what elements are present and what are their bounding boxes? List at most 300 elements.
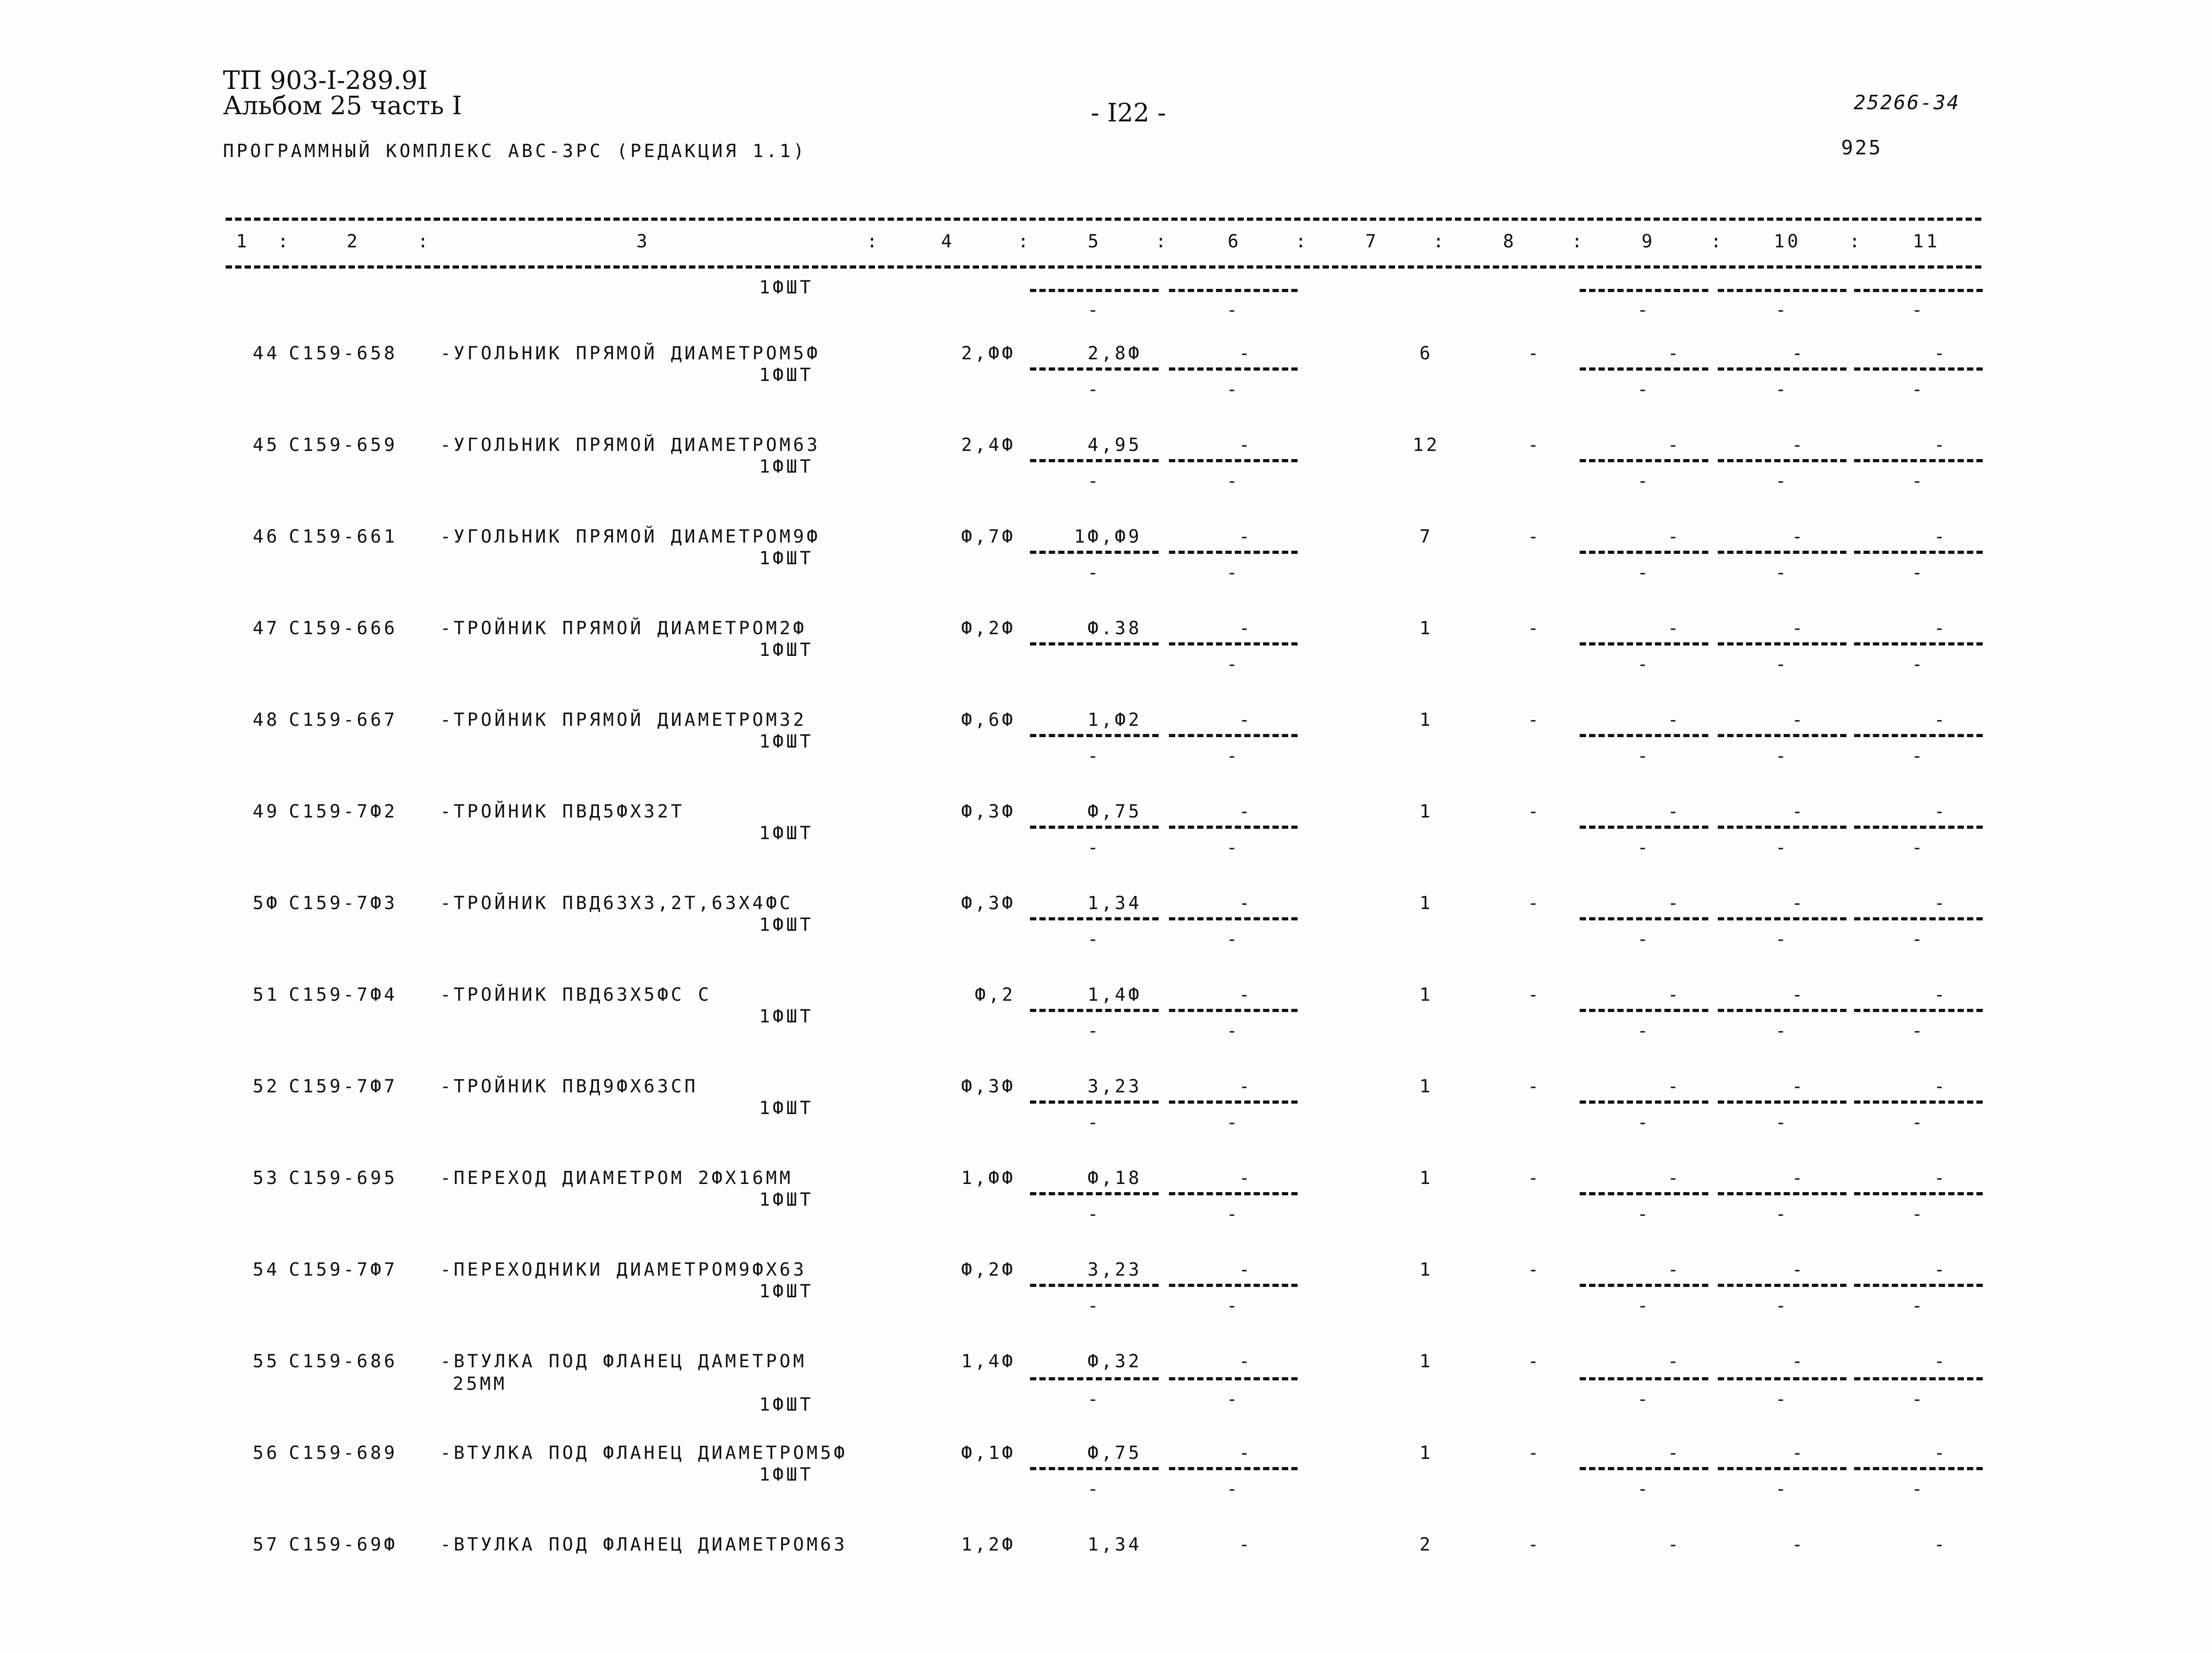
row-code: С159-7Ф7 [289,1259,398,1280]
row-code: С159-7Ф4 [289,984,398,1005]
c7-value: 1 [1419,1168,1433,1189]
row-number: 49 [252,801,280,822]
sub-rule [1580,917,1708,920]
c9-value: - [1667,1259,1682,1280]
c7-value: 1 [1419,1443,1433,1463]
sub-rule [1854,551,1983,554]
column-number: 10 [1773,231,1801,252]
sub-rule [1718,289,1846,292]
c10-value: - [1791,984,1806,1005]
sub-rule [1580,1100,1708,1104]
sub-rule [1030,1284,1159,1287]
c11-value: - [1934,1351,1948,1372]
c9-value: - [1667,893,1682,914]
row-unit: 1ФШТ [759,640,814,660]
sub-rule [1030,1100,1159,1104]
c9-value: - [1667,801,1682,822]
sub-rule [1854,917,1983,920]
row-code: С159-659 [289,435,398,455]
c11-value: - [1934,526,1948,547]
c9-value: - [1667,1168,1682,1189]
row-number: 57 [252,1534,280,1555]
sub-value: - [1087,746,1101,766]
sub-rule [1580,642,1708,645]
c8-value: - [1527,710,1542,730]
sub-rule [1718,551,1846,554]
c10-value: - [1791,435,1806,455]
row-name: -ТРОЙНИК ПВД9ФХ63СП [440,1076,698,1097]
c11-value: - [1934,1076,1948,1097]
row-code: С159-689 [289,1443,398,1463]
sub-rule [1718,734,1846,737]
sub-rule [1718,459,1846,462]
sub-value: - [1087,929,1101,950]
col4-value: Ф,6Ф [961,710,1016,730]
c8-value: - [1527,801,1542,822]
sub-rule [1718,826,1846,829]
sub-rule [1030,1192,1159,1195]
sub-value: - [1087,471,1101,492]
row-code: С159-686 [289,1351,398,1372]
row-name-cont: 25ММ [453,1374,507,1394]
sub-value: - [1087,1112,1101,1133]
sub-rule [1030,289,1159,292]
sub-value: - [1775,746,1789,766]
sub-rule [1718,1009,1846,1012]
col4-value: 1,4Ф [961,1351,1016,1372]
c8-value: - [1527,893,1542,914]
sub-value: - [1226,1389,1240,1410]
c10-value: - [1791,526,1806,547]
sub-rule [1030,734,1159,737]
c7-value: 1 [1419,1351,1433,1372]
sub-rule [1030,917,1159,920]
column-number: 8 [1502,231,1517,252]
sub-value: - [1911,1479,1925,1500]
c8-value: - [1527,984,1542,1005]
sub-rule [1580,734,1708,737]
col5-value: Ф.38 [1087,618,1142,639]
row-name: -УГОЛЬНИК ПРЯМОЙ ДИАМЕТРОМ9Ф [440,526,821,547]
sub-value: - [1087,379,1101,400]
col4-value: Ф,3Ф [961,893,1016,914]
sub-value: - [1637,1295,1651,1316]
c8-value: - [1527,343,1542,364]
c6-value: - [1238,710,1253,730]
sub-rule [1580,367,1708,371]
sub-value: - [1775,837,1789,858]
col5-value: 1Ф,Ф9 [1074,526,1142,547]
c10-value: - [1791,1076,1806,1097]
column-number: 11 [1912,231,1940,252]
row-code: С159-69Ф [289,1534,398,1555]
sub-value: - [1637,1479,1651,1500]
c9-value: - [1667,1534,1682,1555]
c10-value: - [1791,1534,1806,1555]
sub-rule [1718,917,1846,920]
c9-value: - [1667,526,1682,547]
sub-value: - [1226,837,1240,858]
sub-rule [1169,1009,1298,1012]
page-number: - I22 - [1090,98,1166,128]
col4-value: Ф,3Ф [961,1076,1016,1097]
sub-value: - [1775,300,1789,320]
c6-value: - [1238,893,1253,914]
row-name: -ТРОЙНИК ПРЯМОЙ ДИАМЕТРОМ32 [440,710,807,730]
sub-value: - [1911,746,1925,766]
album-label: Альбом 25 часть I [223,91,462,121]
row-unit: 1ФШТ [759,1464,814,1485]
row-name: -ВТУЛКА ПОД ФЛАНЕЦ ДИАМЕТРОМ63 [440,1534,848,1555]
row-code: С159-695 [289,1168,398,1189]
sub-value: - [1775,379,1789,400]
col4-value: 1,2Ф [961,1534,1016,1555]
column-separator: : [1710,231,1725,252]
c8-value: - [1527,1259,1542,1280]
c11-value: - [1934,710,1948,730]
row-code: С159-661 [289,526,398,547]
column-separator: : [1017,231,1032,252]
sub-rule [1718,367,1846,371]
row-unit: 1ФШТ [759,456,814,477]
col4-value: Ф,2Ф [961,618,1016,639]
sub-rule [1854,1284,1983,1287]
c6-value: - [1238,526,1253,547]
c7-value: 12 [1412,435,1440,455]
c11-value: - [1934,1259,1948,1280]
sub-value: - [1775,1021,1789,1041]
sub-value: - [1775,1479,1789,1500]
row-number: 55 [252,1351,280,1372]
sub-rule [1580,1377,1708,1380]
row-unit: 1ФШТ [759,823,814,844]
c10-value: - [1791,801,1806,822]
sub-rule [1580,1284,1708,1287]
row-name: -ТРОЙНИК ПВД63Х5ФС С [440,984,712,1005]
col5-value: 4,95 [1087,435,1142,455]
c9-value: - [1667,343,1682,364]
c11-value: - [1934,435,1948,455]
c6-value: - [1238,618,1253,639]
sub-rule [1169,1377,1298,1380]
c7-value: 1 [1419,1259,1433,1280]
c6-value: - [1238,343,1253,364]
sub-value: - [1226,562,1240,583]
c11-value: - [1934,618,1948,639]
sub-value: - [1226,1112,1240,1133]
row-name: -ПЕРЕХОД ДИАМЕТРОМ 2ФХ16ММ [440,1168,793,1189]
sub-value: - [1637,300,1651,320]
sub-rule [1718,1284,1846,1287]
sub-rule [1169,642,1298,645]
sub-value: - [1911,837,1925,858]
sub-value: - [1087,837,1101,858]
row-name: -УГОЛЬНИК ПРЯМОЙ ДИАМЕТРОМ5Ф [440,343,821,364]
sub-value: - [1087,1021,1101,1041]
table-header-rule [226,265,1981,269]
row-number: 51 [252,984,280,1005]
sub-value: - [1087,1204,1101,1225]
row-number: 47 [252,618,280,639]
column-number: 9 [1641,231,1656,252]
row-unit: 1ФШТ [759,1006,814,1027]
c9-value: - [1667,710,1682,730]
column-separator: : [277,231,292,252]
sub-value: - [1226,471,1240,492]
sub-value: - [1087,300,1101,320]
c8-value: - [1527,526,1542,547]
row-code: С159-7Ф2 [289,801,398,822]
sub-value: - [1911,1389,1925,1410]
sub-rule [1030,459,1159,462]
row-code: С159-666 [289,618,398,639]
row-unit: 1ФШТ [759,365,814,385]
col4-value: 2,ФФ [961,343,1016,364]
sub-rule [1169,551,1298,554]
sub-value: - [1087,1389,1101,1410]
sub-value: - [1637,746,1651,766]
sub-rule [1580,551,1708,554]
col5-value: Ф,32 [1087,1351,1142,1372]
table-top-rule [226,218,1981,221]
col5-value: 1,34 [1087,1534,1142,1555]
col5-value: 2,8Ф [1087,343,1142,364]
sub-value: - [1637,1204,1651,1225]
sub-rule [1580,1009,1708,1012]
c7-value: 1 [1419,710,1433,730]
sub-rule [1854,642,1983,645]
sub-value: - [1226,746,1240,766]
sub-value: - [1637,1112,1651,1133]
c8-value: - [1527,1443,1542,1463]
column-separator: : [417,231,431,252]
c9-value: - [1667,1076,1682,1097]
sub-rule [1854,1100,1983,1104]
sub-rule [1580,826,1708,829]
col5-value: Ф,75 [1087,801,1142,822]
c10-value: - [1791,1259,1806,1280]
sub-value: - [1775,1204,1789,1225]
sub-rule [1169,1467,1298,1470]
c11-value: - [1934,1443,1948,1463]
sub-value: - [1911,471,1925,492]
c6-value: - [1238,435,1253,455]
sub-rule [1030,1377,1159,1380]
row-number: 54 [252,1259,280,1280]
c10-value: - [1791,343,1806,364]
c7-value: 2 [1419,1534,1433,1555]
sub-value: - [1775,654,1789,675]
c10-value: - [1791,710,1806,730]
col5-value: 3,23 [1087,1076,1142,1097]
c6-value: - [1238,984,1253,1005]
c11-value: - [1934,1168,1948,1189]
c10-value: - [1791,893,1806,914]
col5-value: Ф,75 [1087,1443,1142,1463]
c7-value: 7 [1419,526,1433,547]
sub-value: - [1087,1295,1101,1316]
sub-value: - [1911,1112,1925,1133]
col4-value: 2,4Ф [961,435,1016,455]
sub-value: - [1226,1204,1240,1225]
col5-value: 1,34 [1087,893,1142,914]
sub-rule [1718,1377,1846,1380]
c6-value: - [1238,1443,1253,1463]
c10-value: - [1791,1443,1806,1463]
column-separator: : [1571,231,1586,252]
col5-value: 3,23 [1087,1259,1142,1280]
sub-value: - [1637,379,1651,400]
col5-value: Ф,18 [1087,1168,1142,1189]
c8-value: - [1527,618,1542,639]
sub-rule [1169,367,1298,371]
sub-value: - [1911,562,1925,583]
sub-value: - [1775,562,1789,583]
sub-value: - [1087,1479,1101,1500]
col4-value: Ф,3Ф [961,801,1016,822]
sub-value: - [1637,929,1651,950]
column-number: 4 [941,231,955,252]
c11-value: - [1934,1534,1948,1555]
row-number: 46 [252,526,280,547]
row-number: 45 [252,435,280,455]
sub-rule [1854,459,1983,462]
row-name: -ПЕРЕХОДНИКИ ДИАМЕТРОМ9ФХ63 [440,1259,807,1280]
row-number: 44 [252,343,280,364]
c9-value: - [1667,1351,1682,1372]
sub-rule [1030,826,1159,829]
row-unit: 1ФШТ [759,1189,814,1210]
c6-value: - [1238,1076,1253,1097]
row-number: 56 [252,1443,280,1463]
sub-rule [1718,1100,1846,1104]
sub-rule [1169,1284,1298,1287]
sub-value: - [1775,929,1789,950]
c11-value: - [1934,893,1948,914]
sub-value: - [1637,562,1651,583]
sub-value: - [1637,654,1651,675]
column-separator: : [1295,231,1309,252]
sub-value: - [1911,1204,1925,1225]
sub-value: - [1911,654,1925,675]
row-name: -ТРОЙНИК ПВД5ФХ32Т [440,801,685,822]
sub-rule [1718,642,1846,645]
sub-rule [1854,1192,1983,1195]
sub-value: - [1226,379,1240,400]
c11-value: - [1934,343,1948,364]
c9-value: - [1667,1443,1682,1463]
carryover-unit: 1ФШТ [759,277,814,298]
row-name: -УГОЛЬНИК ПРЯМОЙ ДИАМЕТРОМ63 [440,435,821,455]
c7-value: 1 [1419,618,1433,639]
sub-value: - [1911,300,1925,320]
c6-value: - [1238,1259,1253,1280]
col4-value: Ф,2Ф [961,1259,1016,1280]
c8-value: - [1527,1534,1542,1555]
c8-value: - [1527,1076,1542,1097]
column-separator: : [1155,231,1169,252]
program-title: ПРОГРАММНЫЙ КОМПЛЕКС АВС-ЗРС (РЕДАКЦИЯ 1.1) [223,141,807,162]
sub-rule [1854,1009,1983,1012]
c11-value: - [1934,984,1948,1005]
sub-value: - [1226,1295,1240,1316]
sheet-number: 925 [1841,136,1883,159]
col5-value: 1,Ф2 [1087,710,1142,730]
sub-rule [1580,1467,1708,1470]
c6-value: - [1238,1351,1253,1372]
row-number: 53 [252,1168,280,1189]
c10-value: - [1791,618,1806,639]
sub-rule [1169,1100,1298,1104]
col4-value: Ф,1Ф [961,1443,1016,1463]
col4-value: 1,ФФ [961,1168,1016,1189]
sub-rule [1030,367,1159,371]
sub-rule [1580,1192,1708,1195]
sub-rule [1718,1467,1846,1470]
sub-rule [1169,1192,1298,1195]
sub-value: - [1637,1389,1651,1410]
sub-rule [1169,826,1298,829]
col4-value: Ф,7Ф [961,526,1016,547]
c7-value: 1 [1419,801,1433,822]
sub-value: - [1775,1112,1789,1133]
document-code: ТП 903-I-289.9I [223,66,428,95]
c10-value: - [1791,1168,1806,1189]
sub-value: - [1226,654,1240,675]
row-name: -ТРОЙНИК ПВД63Х3,2Т,63Х4ФС [440,893,793,914]
c9-value: - [1667,984,1682,1005]
sub-value: - [1637,837,1651,858]
sub-rule [1854,367,1983,371]
c6-value: - [1238,801,1253,822]
sub-rule [1169,289,1298,292]
column-number: 1 [236,231,250,252]
sub-value: - [1911,1295,1925,1316]
c8-value: - [1527,1168,1542,1189]
archive-stamp: 25266-34 [1854,91,1960,114]
sub-rule [1854,1467,1983,1470]
row-name: -ВТУЛКА ПОД ФЛАНЕЦ ДИАМЕТРОМ5Ф [440,1443,848,1463]
row-unit: 1ФШТ [759,1281,814,1302]
sub-rule [1169,459,1298,462]
sub-rule [1169,734,1298,737]
row-code: С159-658 [289,343,398,364]
row-number: 52 [252,1076,280,1097]
sub-value: - [1911,379,1925,400]
column-number: 7 [1365,231,1379,252]
column-number: 3 [636,231,650,252]
c8-value: - [1527,1351,1542,1372]
sub-rule [1580,289,1708,292]
sub-value: - [1226,1479,1240,1500]
sub-value: - [1775,471,1789,492]
sub-rule [1718,1192,1846,1195]
sub-value: - [1226,929,1240,950]
col5-value: 1,4Ф [1087,984,1142,1005]
col4-value: Ф,2 [974,984,1016,1005]
c7-value: 1 [1419,1076,1433,1097]
row-code: С159-7Ф3 [289,893,398,914]
sub-rule [1854,734,1983,737]
c6-value: - [1238,1168,1253,1189]
sub-rule [1580,459,1708,462]
sub-rule [1030,551,1159,554]
row-unit: 1ФШТ [759,731,814,752]
sub-value: - [1637,1021,1651,1041]
row-code: С159-667 [289,710,398,730]
sub-value: - [1911,1021,1925,1041]
row-number: 48 [252,710,280,730]
